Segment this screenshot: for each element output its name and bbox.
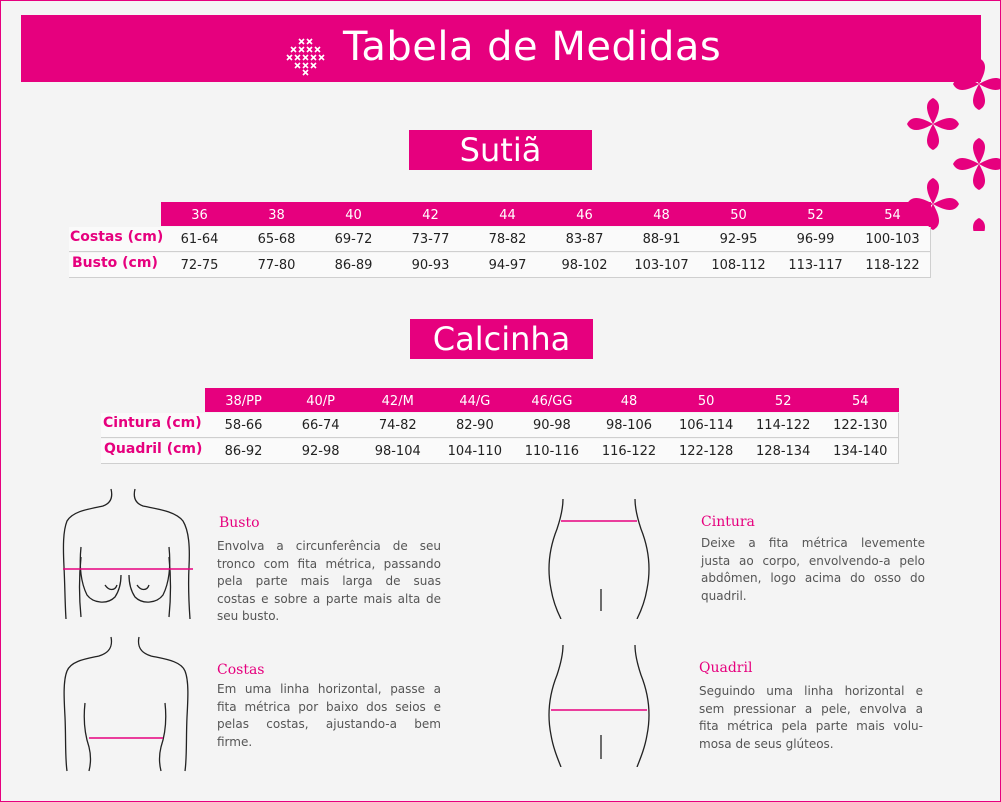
description-line: Deixe a fita métrica levemente bbox=[701, 536, 925, 550]
cintura-description bbox=[701, 535, 925, 605]
cintura-figure-illustration bbox=[545, 497, 653, 619]
row-label: Cintura (cm) bbox=[103, 415, 202, 431]
description-line: sem pressionar a pele, envolva a bbox=[699, 701, 923, 716]
description-line: abdômen, logo acima do osso do bbox=[701, 571, 925, 585]
description-line: pelas costas, ajustando-a bem bbox=[217, 717, 441, 731]
measurement-cell: 73-77 bbox=[411, 232, 450, 247]
description-line: Seguindo uma linha horizontal e bbox=[699, 684, 923, 698]
measurement-cell: 77-80 bbox=[257, 258, 296, 273]
measurement-cell: 72-75 bbox=[180, 258, 219, 273]
size-header-cell: 44 bbox=[499, 208, 516, 223]
measurement-cell: 108-112 bbox=[711, 258, 766, 273]
quadril-figure-illustration bbox=[545, 643, 653, 767]
table-edge bbox=[898, 413, 899, 464]
quadril-title: Quadril bbox=[699, 660, 753, 676]
size-header-cell: 42/M bbox=[381, 394, 414, 409]
description-line: mosa de seus glúteos. bbox=[699, 736, 834, 751]
costas-title: Costas bbox=[217, 662, 265, 678]
table-edge bbox=[930, 227, 931, 278]
measurement-cell: 82-90 bbox=[455, 418, 494, 433]
costas-description bbox=[217, 681, 441, 751]
measurement-cell: 118-122 bbox=[865, 258, 920, 273]
size-header-cell: 54 bbox=[884, 208, 901, 223]
measurement-cell: 61-64 bbox=[180, 232, 219, 247]
measurement-cell: 83-87 bbox=[565, 232, 604, 247]
measurement-cell: 96-99 bbox=[796, 232, 835, 247]
measurement-cell: 110-116 bbox=[524, 444, 580, 459]
size-header-cell: 48 bbox=[653, 208, 670, 223]
description-line: fita métrica pela parte mais volu- bbox=[699, 719, 923, 733]
sutia-busto-row bbox=[69, 253, 931, 278]
size-header-cell: 38 bbox=[268, 208, 285, 223]
measurement-cell: 74-82 bbox=[378, 418, 417, 433]
description-line: seu busto. bbox=[217, 609, 280, 623]
measurement-cell: 106-114 bbox=[678, 418, 734, 433]
size-header-cell: 44/G bbox=[459, 394, 491, 409]
size-header-cell: 40 bbox=[345, 208, 362, 223]
description-line: Em uma linha horizontal, passe a bbox=[217, 682, 441, 696]
description-line: fita métrica por baixo dos seios e bbox=[217, 699, 441, 714]
size-header-cell: 52 bbox=[774, 394, 792, 409]
size-header-cell: 46/GG bbox=[531, 394, 573, 409]
calcinha-section-label: Calcinha bbox=[410, 319, 593, 359]
size-header-cell: 36 bbox=[191, 208, 208, 223]
sutia-costas-row bbox=[69, 227, 931, 252]
measurement-cell: 92-98 bbox=[301, 444, 340, 459]
measurement-cell: 86-92 bbox=[224, 444, 263, 459]
description-line: pela parte mais larga de suas bbox=[217, 574, 441, 588]
measurement-cell: 128-134 bbox=[756, 444, 811, 459]
size-header-cell: 52 bbox=[807, 208, 824, 223]
calcinha-quadril-row bbox=[101, 439, 899, 464]
measurement-cell: 78-82 bbox=[488, 232, 527, 247]
sutia-header-row bbox=[161, 202, 931, 226]
calcinha-size-table bbox=[101, 388, 899, 464]
measurement-cell: 98-104 bbox=[374, 444, 421, 459]
size-header-cell: 54 bbox=[852, 394, 869, 409]
measurement-cell: 100-103 bbox=[865, 232, 920, 247]
measurement-cell: 98-106 bbox=[605, 418, 653, 433]
size-header-cell: 46 bbox=[576, 208, 593, 223]
description-line: firme. bbox=[217, 734, 253, 749]
size-header-cell: 48 bbox=[620, 394, 638, 409]
size-header-cell: 42 bbox=[422, 208, 439, 223]
description-line: justa ao corpo, envolvendo-a pelo bbox=[701, 553, 925, 568]
measurement-cell: 92-95 bbox=[719, 232, 758, 247]
measurement-cell: 58-66 bbox=[224, 418, 263, 433]
measurement-cell: 65-68 bbox=[257, 232, 296, 247]
measurement-cell: 69-72 bbox=[334, 232, 373, 247]
size-header-cell: 38/PP bbox=[225, 394, 262, 409]
calcinha-cintura-row bbox=[101, 413, 899, 438]
measurement-cell: 88-91 bbox=[642, 232, 681, 247]
measurement-cell: 114-122 bbox=[756, 418, 811, 433]
description-line: tronco com fita métrica, passando bbox=[217, 556, 441, 571]
calcinha-header-row bbox=[205, 388, 899, 412]
measurement-cell: 116-122 bbox=[601, 444, 657, 459]
size-header-cell: 40/P bbox=[306, 394, 336, 409]
measurement-cell: 86-89 bbox=[334, 258, 373, 273]
row-label: Busto (cm) bbox=[72, 255, 158, 271]
measurement-cell: 94-97 bbox=[488, 258, 527, 273]
size-header-cell: 50 bbox=[697, 394, 715, 409]
size-header-cell: 50 bbox=[730, 208, 747, 223]
measurement-cell: 134-140 bbox=[833, 444, 888, 459]
measurement-cell: 90-98 bbox=[533, 418, 571, 433]
measurement-cell: 98-102 bbox=[561, 258, 608, 273]
header-banner bbox=[21, 15, 981, 82]
cintura-title: Cintura bbox=[701, 514, 755, 530]
quadril-description bbox=[699, 683, 923, 753]
measurement-cell: 66-74 bbox=[301, 418, 340, 433]
page-title: Tabela de Medidas bbox=[343, 24, 722, 70]
busto-description bbox=[217, 538, 441, 626]
measurement-cell: 104-110 bbox=[447, 444, 502, 459]
row-label: Costas (cm) bbox=[70, 229, 164, 245]
busto-figure-illustration bbox=[59, 487, 197, 621]
costas-figure-illustration bbox=[59, 635, 197, 773]
description-line: costas e sobre a parte mais alta de bbox=[217, 591, 441, 606]
measurement-cell: 122-130 bbox=[833, 418, 888, 433]
description-line: Envolva a circunferência de seu bbox=[217, 539, 441, 553]
sutia-section-label: Sutiã bbox=[409, 130, 592, 170]
measurement-cell: 113-117 bbox=[788, 258, 843, 273]
measurement-cell: 90-93 bbox=[411, 258, 450, 273]
description-line: quadril. bbox=[701, 588, 747, 603]
row-label: Quadril (cm) bbox=[104, 441, 203, 457]
busto-title: Busto bbox=[219, 515, 260, 531]
sutia-size-table bbox=[69, 202, 931, 278]
measurement-cell: 122-128 bbox=[678, 444, 734, 459]
logo-lattice-icon bbox=[285, 37, 331, 79]
measurement-cell: 103-107 bbox=[634, 258, 689, 273]
